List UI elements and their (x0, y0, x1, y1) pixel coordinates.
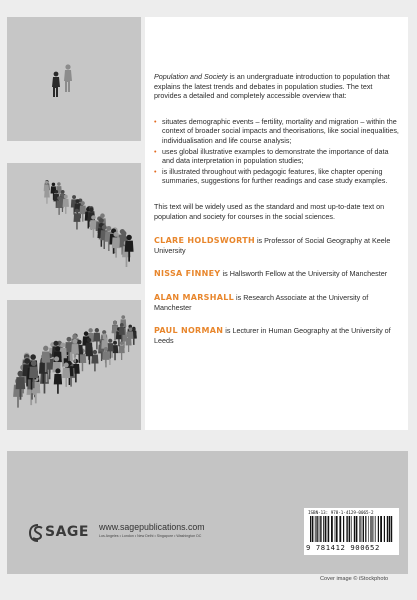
crowd-illustration (7, 163, 141, 284)
bullet-icon: • (154, 166, 157, 176)
author-bio: CLARE HOLDSWORTH is Professor of Social Geography at Keele University (154, 236, 391, 255)
author-name: CLARE HOLDSWORTH (154, 236, 255, 246)
author-bio: NISSA FINNEY is Hallsworth Fellow at the University of Manchester (154, 269, 388, 279)
isbn-label: ISBN-13: 978-1-4129-0065-2 (308, 510, 374, 515)
description-panel (145, 17, 408, 430)
author-bio: ALAN MARSHALL is Research Associate at the University of Manchester (154, 292, 369, 312)
list-item: • uses global illustrative examples to demonstrate the importance of data and data interpretation in population studies; (154, 146, 389, 166)
author-bio: PAUL NORMAN is Lecturer in Human Geography at the University of Leeds (154, 326, 391, 345)
cover-image-credit: Cover image © iStockphoto (320, 576, 389, 582)
list-item: • is illustrated throughout with pedagogic features, like chapter opening summaries, suggestions for further readings and case study examples. (154, 166, 388, 186)
intro-text: is an undergraduate introduction to population that explains the latest trends and debates in population studies. The text provides a detailed and completely accessible overview that: (154, 72, 390, 101)
list-item: • situates demographic events – fertility, mortality and migration – within the context of broader social impacts and theorisations, like social inequalities, individualisation and life course analysis; (154, 116, 399, 145)
bullet-icon: • (154, 146, 157, 156)
sage-logo-text: SAGE (45, 524, 89, 540)
image-panel-lone-walkers (7, 17, 141, 141)
author-name: ALAN MARSHALL (154, 292, 235, 302)
image-panel-dense-crowd (7, 300, 141, 430)
image-panel-crowd-line (7, 163, 141, 284)
walking-figures-illustration (7, 17, 141, 141)
author-name: PAUL NORMAN (154, 326, 224, 336)
barcode (304, 508, 399, 555)
sage-logo (29, 524, 101, 544)
feature-list (154, 117, 400, 186)
publisher-band (7, 451, 408, 574)
closing-paragraph: This text will be widely used as the standard and most up-to-date text on population and society for courses in the social sciences. (154, 201, 385, 221)
barcode-digits: 9 781412 900652 (306, 543, 380, 552)
bullet-icon: • (154, 116, 157, 126)
barcode-bars-icon (308, 516, 395, 544)
crowd-illustration (7, 300, 141, 430)
author-name: NISSA FINNEY (154, 269, 221, 279)
book-title: Population and Society (154, 72, 228, 81)
publisher-cities: Los Angeles • London • New Delhi • Singapore • Washington DC (99, 534, 202, 538)
publisher-url[interactable]: www.sagepublications.com (99, 522, 205, 532)
intro-paragraph (154, 72, 400, 101)
